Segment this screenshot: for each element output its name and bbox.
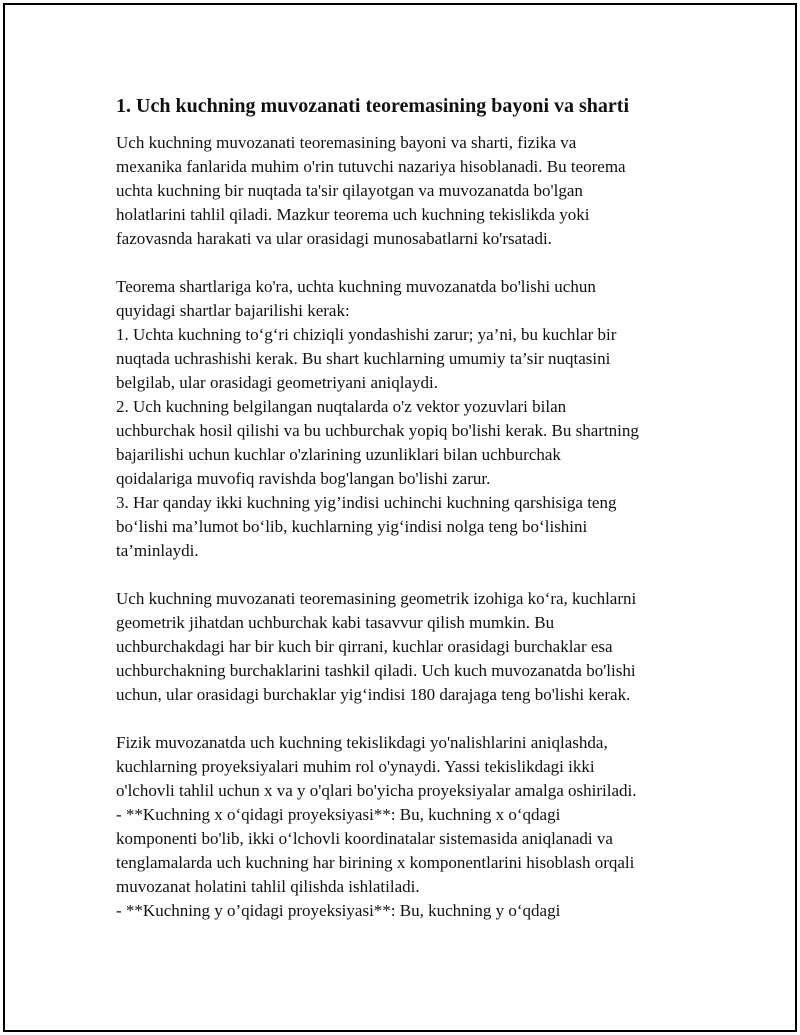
section-heading: 1. Uch kuchning muvozanati teoremasining bayoni va sharti (116, 95, 630, 117)
text-line: o'lchovli tahlil uchun x va y o'qlari bo'yicha proyeksiyalar amalga oshiriladi. (116, 781, 637, 800)
text-line: - **Kuchning x o‘qidagi proyeksiyasi**: Bu, kuchning x o‘qdagi (116, 805, 561, 824)
text-line: Teorema shartlariga ko'ra, uchta kuchning muvozanatda bo'lishi uchun (116, 277, 596, 296)
document-body (116, 93, 696, 923)
text-line: ta’minlaydi. (116, 541, 199, 560)
text-line: fazovasnda harakati va ular orasidagi munosabatlarni ko'rsatadi. (116, 229, 552, 248)
text-line: Fizik muvozanatda uch kuchning tekislikdagi yo'nalishlarini aniqlashda, (116, 733, 608, 752)
text-line: belgilab, ular orasidagi geometriyani aniqlaydi. (116, 373, 438, 392)
text-line: quyidagi shartlar bajarilishi kerak: (116, 301, 350, 320)
text-line: Uch kuchning muvozanati teoremasining geometrik izohiga ko‘ra, kuchlarni (116, 589, 637, 608)
text-line: mexanika fanlarida muhim o'rin tutuvchi nazariya hisoblanadi. Bu teorema (116, 157, 626, 176)
text-line: uchburchak hosil qilishi va bu uchburchak yopiq bo'lishi kerak. Bu shartning (116, 421, 639, 440)
text-line: 3. Har qanday ikki kuchning yig’indisi uchinchi kuchning qarshisiga teng (116, 493, 617, 512)
text-line: uchun, ular orasidagi burchaklar yig‘indisi 180 darajaga teng bo'lishi kerak. (116, 685, 631, 704)
text-line: 2. Uch kuchning belgilangan nuqtalarda o'z vektor yozuvlari bilan (116, 397, 567, 416)
text-line: 1. Uchta kuchning to‘g‘ri chiziqli yondashishi zarur; ya’ni, bu kuchlar bir (116, 325, 617, 344)
text-line: komponenti bo'lib, ikki o‘lchovli koordinatalar sistemasida aniqlanadi va (116, 829, 613, 848)
text-line: tenglamalarda uch kuchning har birining x komponentlarini hisoblash orqali (116, 853, 635, 872)
paragraph-conditions (116, 275, 696, 563)
paragraph-intro (116, 131, 696, 251)
text-line: holatlarini tahlil qiladi. Mazkur teorema uch kuchning tekislikda yoki (116, 205, 590, 224)
paragraph-gap (116, 251, 696, 275)
text-line: bajarilishi uchun kuchlar o'zlarining uzunliklari bilan uchburchak (116, 445, 561, 464)
text-line: nuqtada uchrashishi kerak. Bu shart kuchlarning umumiy ta’sir nuqtasini (116, 349, 611, 368)
text-line: - **Kuchning y o’qidagi proyeksiyasi**: Bu, kuchning y o‘qdagi (116, 901, 561, 920)
text-line: uchburchakdagi har bir kuch bir qirrani, kuchlar orasidagi burchaklar esa (116, 637, 613, 656)
text-line: kuchlarning proyeksiyalari muhim rol o'ynaydi. Yassi tekislikdagi ikki (116, 757, 595, 776)
text-line: uchta kuchning bir nuqtada ta'sir qilayotgan va muvozanatda bo'lgan (116, 181, 583, 200)
paragraph-projections (116, 731, 696, 923)
text-line: geometrik jihatdan uchburchak kabi tasavvur qilish mumkin. Bu (116, 613, 555, 632)
text-line: muvozanat holatini tahlil qilishda ishlatiladi. (116, 877, 420, 896)
text-line: qoidalariga muvofiq ravishda bog'langan bo'lishi zarur. (116, 469, 491, 488)
paragraph-geometric (116, 587, 696, 707)
text-line: uchburchakning burchaklarini tashkil qiladi. Uch kuch muvozanatda bo'lishi (116, 661, 636, 680)
paragraph-gap (116, 563, 696, 587)
text-line: bo‘lishi ma’lumot bo‘lib, kuchlarning yig‘indisi nolga teng bo‘lishini (116, 517, 588, 536)
paragraph-gap (116, 707, 696, 731)
text-line: Uch kuchning muvozanati teoremasining bayoni va sharti, fizika va (116, 133, 577, 152)
